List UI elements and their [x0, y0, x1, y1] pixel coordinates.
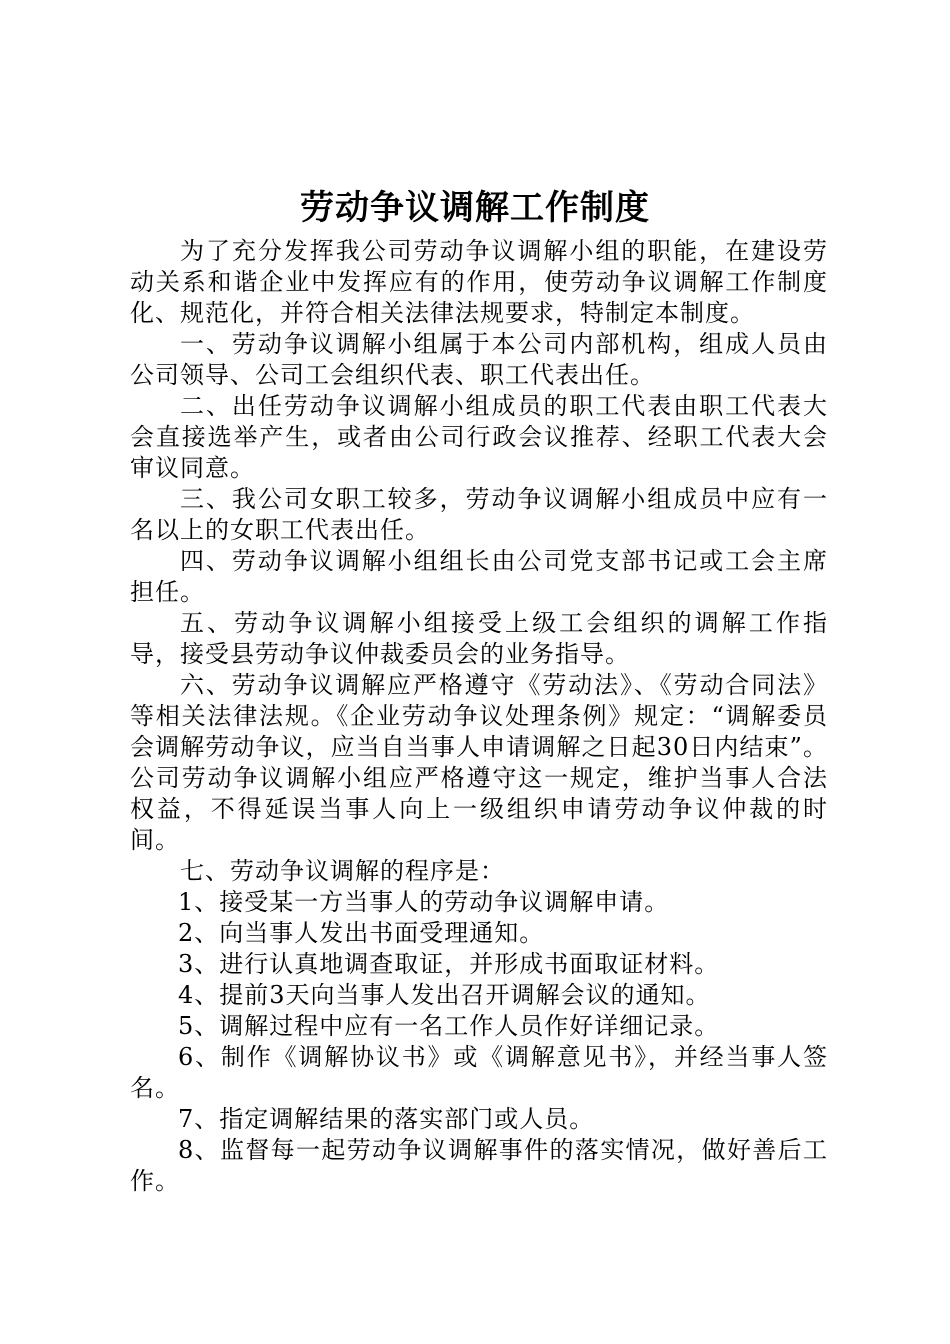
procedure-step-1: 1、接受某一方当事人的劳动争议调解申请。 — [178, 888, 670, 916]
document-title: 劳动争议调解工作制度 — [300, 188, 650, 228]
article-7: 七、劳动争议调解的程序是： — [180, 857, 505, 885]
procedure-step-8: 8、监督每一起劳动争议调解事件的落实情况，做好善后工作。 — [130, 1136, 828, 1195]
procedure-step-4: 4、提前3天向当事人发出召开调解会议的通知。 — [178, 981, 711, 1009]
article-3: 三、我公司女职工较多，劳动争议调解小组成员中应有一名以上的女职工代表出任。 — [130, 485, 828, 544]
procedure-step-6: 6、制作《调解协议书》或《调解意见书》，并经当事人签名。 — [130, 1043, 828, 1102]
article-6: 六、劳动争议调解应严格遵守《劳动法》、《劳动合同法》等相关法律法规。《企业劳动争议处理条例》规定：“调解委员会调解劳动争议，应当自当事人申请调解之日起30日内结束”。公司劳动争议调解小组应严格遵守这一规定，维护当事人合法权益，不得延误当事人向上一级组织申请劳动争议仲裁的时间。 — [130, 671, 828, 854]
intro-paragraph: 为了充分发挥我公司劳动争议调解小组的职能，在建设劳动关系和谐企业中发挥应有的作用，使劳动争议调解工作制度化、规范化，并符合相关法律法规要求，特制定本制度。 — [130, 237, 828, 327]
article-2: 二、出任劳动争议调解小组成员的职工代表由职工代表大会直接选举产生，或者由公司行政会议推荐、经职工代表大会审议同意。 — [130, 392, 828, 482]
article-4: 四、劳动争议调解小组组长由公司党支部书记或工会主席担任。 — [130, 547, 828, 606]
document-body — [130, 236, 828, 1197]
article-5: 五、劳动争议调解小组接受上级工会组织的调解工作指导，接受县劳动争议仲裁委员会的业务指导。 — [130, 609, 828, 668]
procedure-step-3: 3、进行认真地调查取证，并形成书面取证材料。 — [178, 950, 720, 978]
procedure-step-2: 2、向当事人发出书面受理通知。 — [178, 919, 545, 947]
procedure-step-5: 5、调解过程中应有一名工作人员作好详细记录。 — [178, 1012, 720, 1040]
procedure-step-7: 7、指定调解结果的落实部门或人员。 — [178, 1105, 595, 1133]
article-1: 一、劳动争议调解小组属于本公司内部机构，组成人员由公司领导、公司工会组织代表、职工代表出任。 — [130, 330, 828, 389]
